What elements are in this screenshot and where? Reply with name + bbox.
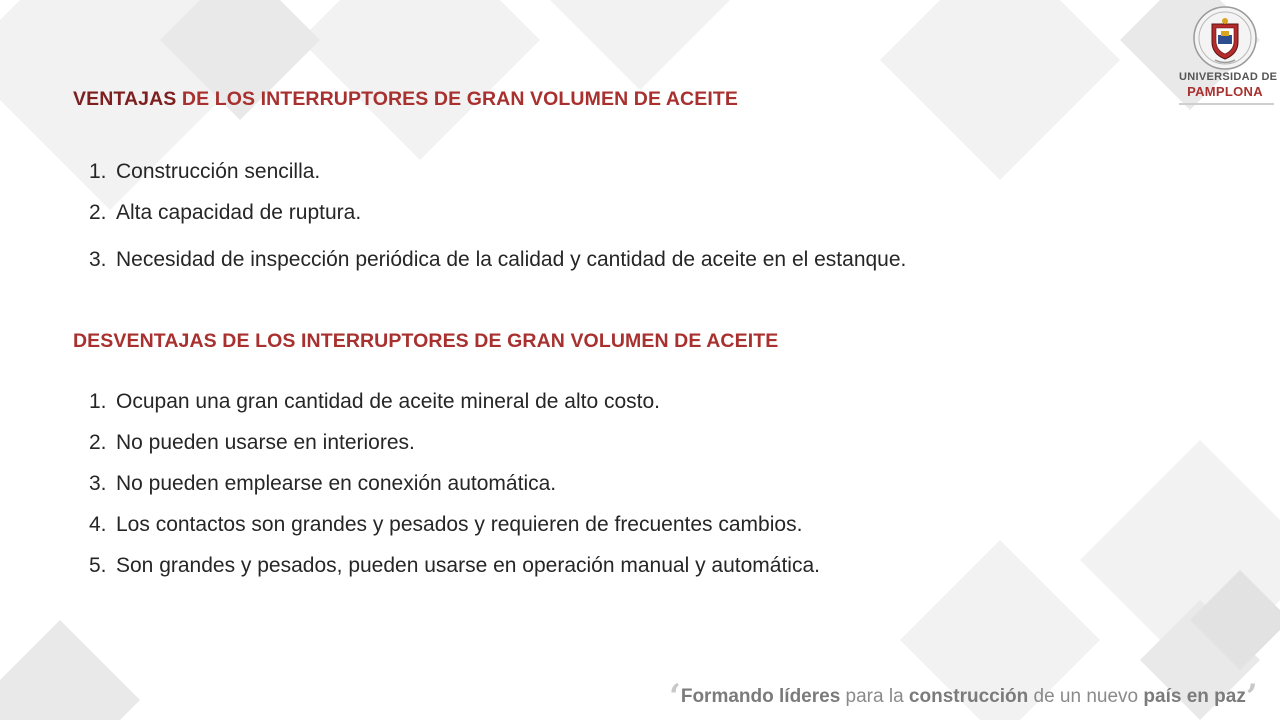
item-text: Necesidad de inspección periódica de la calidad y cantidad de aceite en el estanque. xyxy=(116,248,907,271)
advantages-list xyxy=(89,160,906,289)
slogan-part-5: país en paz xyxy=(1143,686,1246,707)
list-item xyxy=(89,431,820,472)
item-text: Son grandes y pesados, pueden usarse en operación manual y automática. xyxy=(116,554,820,577)
item-number: 5. xyxy=(89,554,107,577)
list-item xyxy=(89,390,820,431)
close-quote-icon: ’ xyxy=(1245,677,1258,717)
list-item xyxy=(89,201,906,242)
item-text: Ocupan una gran cantidad de aceite mineral de alto costo. xyxy=(116,390,661,413)
disadvantages-list xyxy=(89,390,820,595)
item-number: 2. xyxy=(89,201,107,224)
item-text: No pueden usarse en interiores. xyxy=(116,431,415,454)
advantages-heading-rest: DE LOS INTERRUPTORES DE GRAN VOLUMEN DE ACEITE xyxy=(176,88,738,110)
slogan-part-3: construcción xyxy=(908,686,1029,707)
item-text: Alta capacidad de ruptura. xyxy=(116,201,362,224)
list-item xyxy=(89,554,820,595)
item-number: 3. xyxy=(89,248,107,271)
item-number: 2. xyxy=(89,431,107,454)
item-number: 3. xyxy=(89,472,107,495)
university-name-line1: UNIVERSIDAD DE xyxy=(1179,71,1278,83)
logo-divider xyxy=(1179,103,1274,105)
list-item xyxy=(89,472,820,513)
list-item xyxy=(89,513,820,554)
advantages-heading-highlight: VENTAJAS xyxy=(73,88,177,110)
item-text: No pueden emplearse en conexión automática. xyxy=(116,472,557,495)
item-text: Los contactos son grandes y pesados y requieren de frecuentes cambios. xyxy=(116,513,803,536)
list-item xyxy=(89,160,906,201)
slogan-part-2: para la xyxy=(840,686,909,707)
item-number: 1. xyxy=(89,390,107,413)
advantages-heading xyxy=(73,88,738,111)
item-text: Construcción sencilla. xyxy=(116,160,321,183)
slogan xyxy=(669,677,1258,717)
slogan-part-1: Formando líderes xyxy=(680,686,841,707)
disadvantages-heading: DESVENTAJAS DE LOS INTERRUPTORES DE GRAN VOLUMEN DE ACEITE xyxy=(73,330,779,352)
item-number: 4. xyxy=(89,513,107,536)
item-number: 1. xyxy=(89,160,107,183)
university-name-line2: PAMPLONA xyxy=(1187,84,1263,99)
slogan-part-4: de un nuevo xyxy=(1028,686,1144,707)
open-quote-icon: ‘ xyxy=(669,677,681,717)
list-item xyxy=(89,248,906,289)
